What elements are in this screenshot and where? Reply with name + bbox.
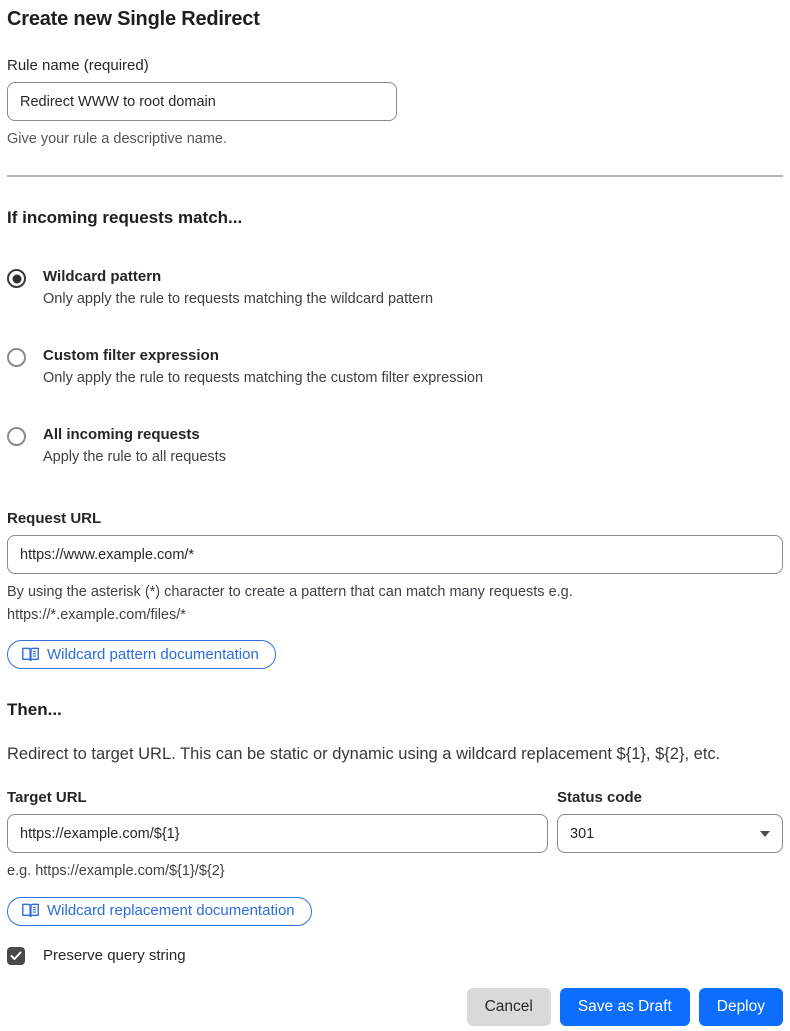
footer-actions [7,988,783,1026]
radio-option-all-requests[interactable] [7,426,783,465]
preserve-query-row[interactable] [7,947,783,965]
status-code-select[interactable] [557,814,783,853]
preserve-query-label: Preserve query string [43,947,186,965]
radio-button[interactable] [7,427,26,446]
target-url-label: Target URL [7,789,87,807]
section-divider [7,175,783,177]
radio-button-selected[interactable] [7,269,26,288]
then-section-heading: Then... [7,700,62,720]
radio-label: Custom filter expression [43,347,219,365]
request-url-help [7,581,783,626]
checkbox-checked[interactable] [7,947,25,965]
wildcard-pattern-docs-button[interactable] [7,640,276,669]
rule-name-label: Rule name (required) [7,57,149,74]
request-url-help-line1: By using the asterisk (*) character to create a pattern that can match many requests e.g. [7,584,573,601]
doc-button-label: Wildcard pattern documentation [47,645,259,663]
status-code-label: Status code [557,789,643,807]
target-url-input[interactable] [7,814,548,853]
doc-button-label: Wildcard replacement documentation [47,902,295,920]
open-book-icon [22,647,39,662]
request-url-help-line2: https://*.example.com/files/* [7,606,186,623]
radio-description: Only apply the rule to requests matching the custom filter expression [43,370,484,387]
match-section-heading: If incoming requests match... [7,208,243,228]
cancel-button[interactable]: Cancel [467,988,551,1026]
radio-button[interactable] [7,348,26,367]
target-url-help: e.g. https://example.com/${1}/${2} [7,863,225,880]
request-url-input[interactable] [7,535,783,574]
radio-label: All incoming requests [43,426,200,444]
radio-label: Wildcard pattern [43,268,162,286]
rule-name-input[interactable] [7,82,397,121]
chevron-down-icon [760,831,770,837]
open-book-icon [22,903,39,918]
request-url-label: Request URL [7,510,102,528]
rule-name-help: Give your rule a descriptive name. [7,131,228,147]
save-as-draft-button[interactable]: Save as Draft [560,988,690,1026]
radio-description: Only apply the rule to requests matching the wildcard pattern [43,291,434,308]
radio-option-custom-filter[interactable] [7,347,783,386]
deploy-button[interactable]: Deploy [699,988,783,1026]
page-title: Create new Single Redirect [7,8,260,30]
then-description: Redirect to target URL. This can be static or dynamic using a wildcard replacement ${1}, ${2}, etc. [7,745,721,764]
radio-description: Apply the rule to all requests [43,449,226,466]
wildcard-replacement-docs-button[interactable] [7,897,312,926]
checkmark-icon [10,951,22,961]
status-code-value: 301 [570,825,595,842]
radio-option-wildcard-pattern[interactable] [7,268,783,307]
